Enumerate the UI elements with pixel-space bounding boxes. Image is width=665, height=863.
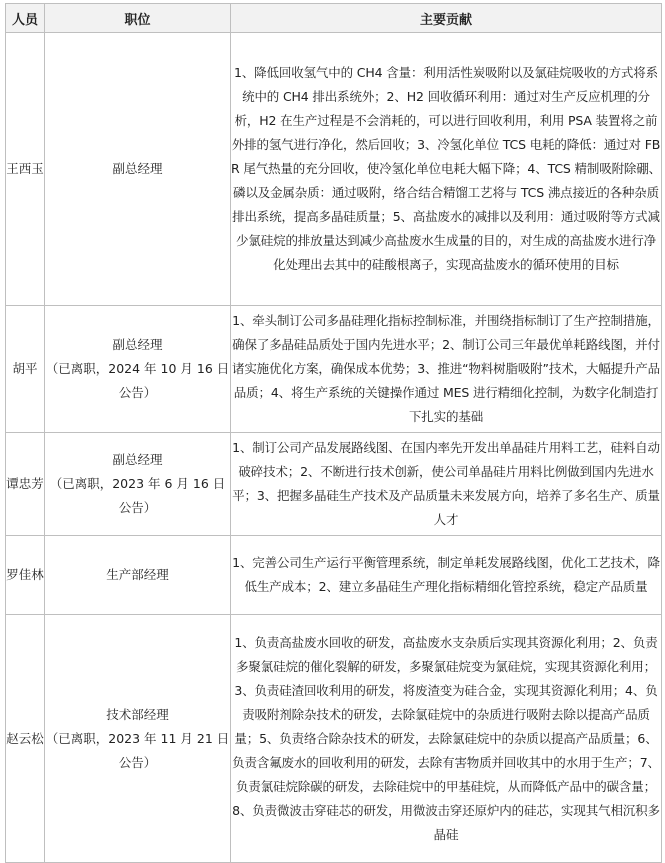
position-cell (45, 536, 231, 615)
person-name: 王西玉 (6, 33, 45, 306)
position-cell (45, 615, 231, 863)
header-position: 职位 (45, 4, 231, 33)
person-name: 胡平 (6, 306, 45, 433)
position-cell (45, 433, 231, 536)
table-row (6, 433, 662, 536)
position-title: 副总经理 (112, 452, 163, 467)
contribution-text: 1、降低回收氢气中的 CH4 含量：利用活性炭吸附以及氯硅烷吸收的方式将系统中的 CH4 排出系统外；2、H2 回收循环利用：通过对生产反应机理的分析，H2 在生产过程是不会消耗的，可以进行回收利用，利用 PSA 装置将之前外排的氢气进行净化，然后回收；3、冷氢化单位 TCS 电耗的降低：通过对 FBR 尾气热量的充分回收，使冷氢化单位电耗大幅下降；4、TCS 精制吸附除硼、磷以及金属杂质：通过吸附，络合结合精馏工艺将与 TCS 沸点接近的各种杂质排出系统，提高多晶硅质量；5、高盐废水的减排以及利用：通过吸附等方式减少氯硅烷的排放量达到减少高盐废水生成量的目的，对生成的高盐废水进行净化处理出去其中的硅酸根离子，实现高盐废水的循环使用的目标 (231, 33, 662, 306)
table-row (6, 536, 662, 615)
departure-note: （已离职，2023 年 11 月 21 日公告） (45, 730, 230, 770)
position-title: 副总经理 (112, 161, 163, 176)
person-name: 罗佳林 (6, 536, 45, 615)
table-row (6, 33, 662, 306)
contribution-text: 1、制订公司产品发展路线图、在国内率先开发出单晶硅片用料工艺，硅料自动破碎技术；2、不断进行技术创新，使公司单晶硅片用料比例做到国内先进水平；3、把握多晶硅生产技术及产品质量未来发展方向，培养了多名生产、质量人才 (231, 433, 662, 536)
position-cell (45, 33, 231, 306)
departure-note: （已离职，2024 年 10 月 16 日公告） (45, 361, 230, 400)
position-cell (45, 306, 231, 433)
table-row (6, 615, 662, 863)
core-staff-contribution-table (5, 3, 662, 863)
position-title: 技术部经理 (106, 706, 169, 722)
position-title: 生产部经理 (106, 567, 169, 582)
table-row (6, 306, 662, 433)
person-name: 赵云松 (6, 615, 45, 863)
contribution-text: 1、牵头制订公司多晶硅理化指标控制标准，并围绕指标制订了生产控制措施，确保了多晶硅品质处于国内先进水平；2、制订公司三年最优单耗路线图，并付诸实施优化方案，确保成本优势；3、推进“物料树脂吸附”技术，大幅提升产品品质；4、将生产系统的关键操作通过 MES 进行精细化控制，为数字化制造打下扎实的基础 (231, 306, 662, 433)
table-header-row (6, 4, 662, 33)
person-name: 谭忠芳 (6, 433, 45, 536)
position-title: 副总经理 (112, 337, 163, 352)
departure-note: （已离职，2023 年 6 月 16 日公告） (49, 476, 226, 515)
header-person: 人员 (6, 4, 45, 33)
header-contribution: 主要贡献 (231, 4, 662, 33)
contribution-text: 1、完善公司生产运行平衡管理系统，制定单耗发展路线图，优化工艺技术，降低生产成本；2、建立多晶硅生产理化指标精细化管控系统，稳定产品质量 (231, 536, 662, 615)
contribution-text: 1、负责高盐废水回收的研发，高盐废水支杂质后实现其资源化利用；2、负责多聚氯硅烷的催化裂解的研发，多聚氯硅烷变为氯硅烷，实现其资源化利用；3、负责硅渣回收利用的研发，将废渣变为硅合金，实现其资源化利用；4、负责吸附剂除杂技术的研发，去除氯硅烷中的杂质进行吸附去除以提高产品质量；5、负责络合除杂技术的研发，去除氯硅烷中的杂质以提高产品质量；6、负责含氟废水的回收利用的研发，去除有害物质并回收其中的水用于生产；7、负责氯硅烷除碳的研发，去除硅烷中的甲基硅烷，从而降低产品中的碳含量；8、负责微波击穿硅芯的研发，用微波击穿还原炉内的硅芯，实现其气相沉积多晶硅 (231, 615, 662, 863)
